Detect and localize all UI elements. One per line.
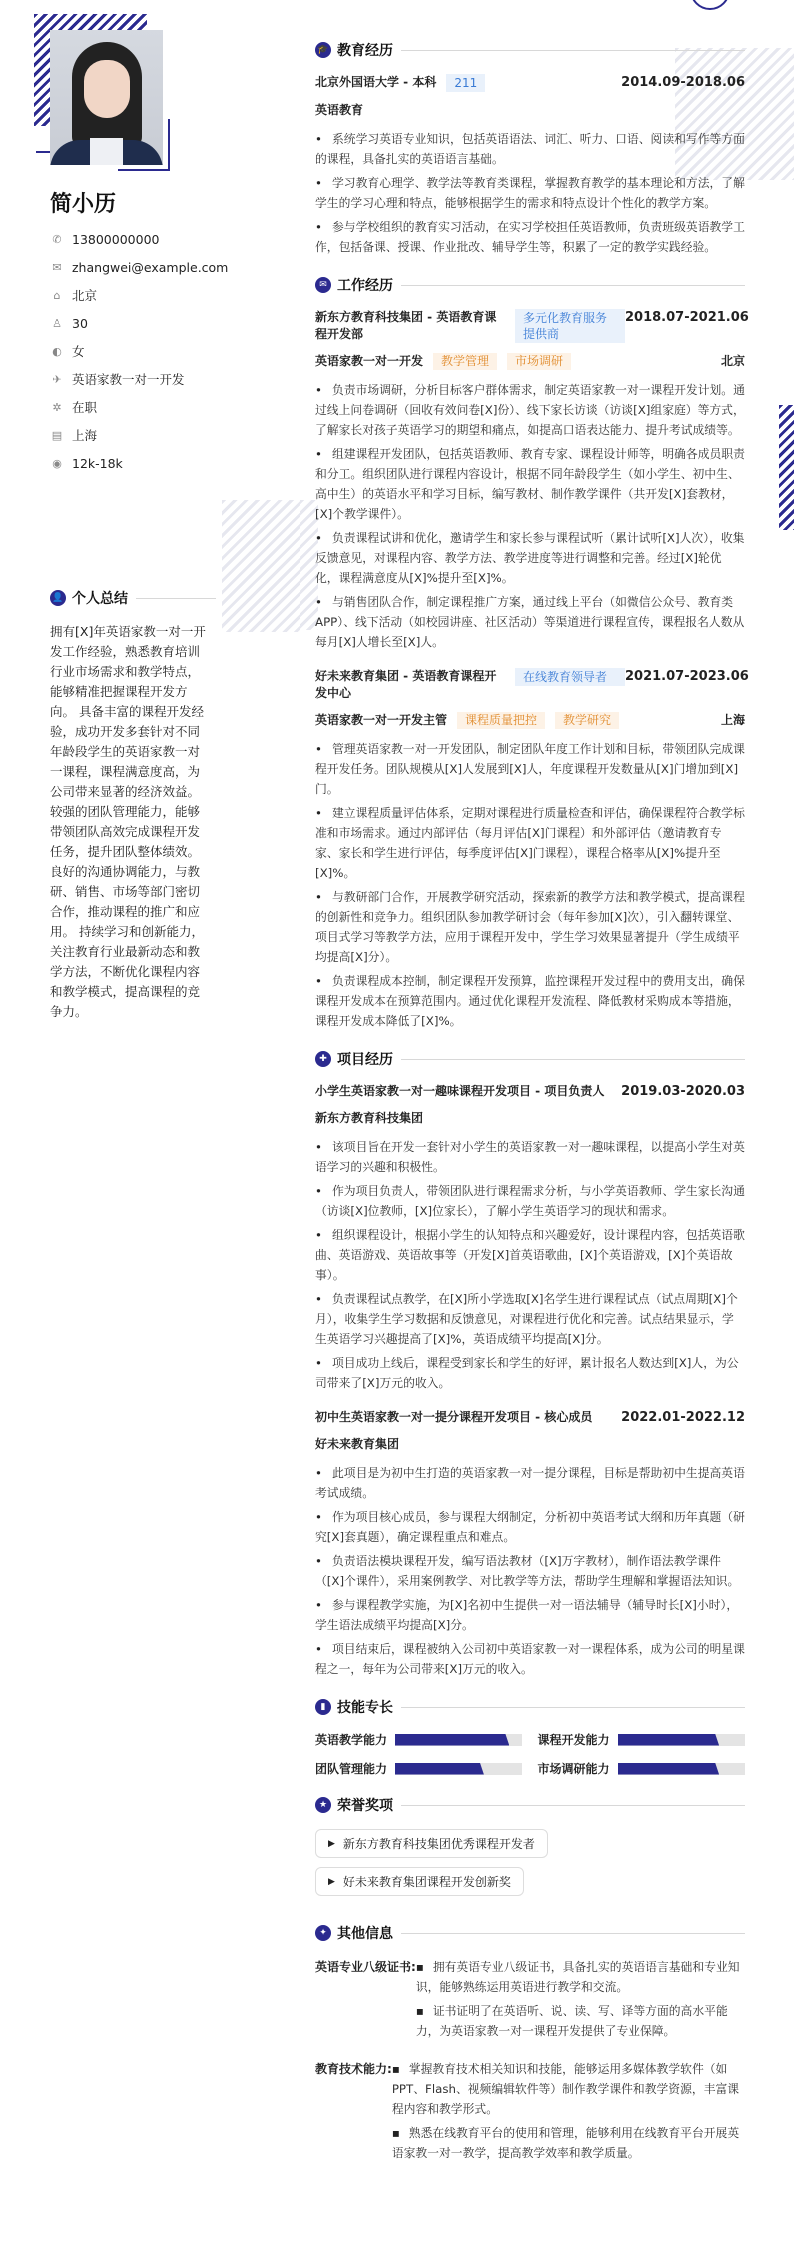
summary-heading	[50, 588, 216, 608]
skill-bar-track	[618, 1763, 745, 1775]
bullet-list	[416, 1957, 745, 2045]
contact-item	[50, 225, 228, 253]
bullet-item: • 负责课程成本控制，制定课程开发预算，监控课程开发过程中的费用支出，确保课程开发成本在预算范围内。通过优化课程开发流程、降低教材采购成本等措施，课程开发成本降低了[X]%。	[315, 971, 745, 1031]
other-key: 教育技术能力:	[315, 2062, 392, 2076]
skill-bar-track	[618, 1734, 745, 1746]
work-entry	[315, 668, 749, 1031]
bullet-item: • 项目结束后，课程被纳入公司初中英语家教一对一课程体系，成为公司的明星课程之一，每年为公司带来[X]万元的收入。	[315, 1639, 745, 1679]
project-org: 好未来教育集团	[315, 1437, 400, 1451]
contact-item	[50, 253, 228, 281]
projects-section	[315, 1049, 745, 1679]
other-heading	[315, 1923, 745, 1943]
main-content	[315, 40, 749, 2185]
bullet-item: • 组织课程设计，根据小学生的认知特点和兴趣爱好，设计课程内容，包括英语歌曲、英语游戏、英语故事等（开发[X]首英语歌曲，[X]个英语游戏，[X]个英语故事）。	[315, 1225, 745, 1285]
bullet-item: • 与教研部门合作，开展教学研究活动，探索新的教学方法和教学模式，提高课程的创新性和竞争力。组织团队参加教学研讨会（每年参加[X]次），引入翻转课堂、项目式学习等教学方法，应用于课程开发中，学生学习效果显著提升（学生成绩平均提高[X]分）。	[315, 887, 745, 967]
divider	[401, 285, 745, 286]
bullet-item: • 负责市场调研，分析目标客户群体需求，制定英语家教一对一课程开发计划。通过线上问卷调研（回收有效问卷[X]份）、线下家长访谈（访谈[X]组家庭）等方式，了解家长对孩子英语学习的期望和痛点，如提高口语表达能力、提升考试成绩等。	[315, 380, 745, 440]
bullet-list	[315, 1463, 745, 1679]
award-wrap	[315, 1867, 745, 1905]
education-heading	[315, 40, 745, 60]
contact-list	[50, 225, 228, 477]
	[315, 353, 571, 370]
projects-heading	[315, 1049, 745, 1069]
company-name: 好未来教育集团 - 英语教育课程开发中心	[315, 669, 497, 700]
bullet-item: • 管理英语家教一对一开发团队，制定团队年度工作计划和目标，带领团队完成课程开发任务。团队规模从[X]人发展到[X]人，年度课程开发数量从[X]门增加到[X]门。	[315, 739, 745, 799]
skill-bar-track	[395, 1734, 522, 1746]
skill-item	[538, 1731, 746, 1748]
other-key: 英语专业八级证书:	[315, 1960, 416, 1974]
company-name: 新东方教育科技集团 - 英语教育课程开发部	[315, 310, 497, 341]
bullet-list	[315, 1137, 745, 1393]
skill-bar-fill	[395, 1734, 509, 1746]
bullet-item: • 建立课程质量评估体系，定期对课程进行质量检查和评估，确保课程符合教学标准和市场需求。通过内部评估（每月评估[X]门课程）和外部评估（邀请教育专家、家长和学生进行评估，每季度评估[X]门课程），课程合格率从[X]%提升至[X]%。	[315, 803, 745, 883]
date-range: 2019.03-2020.03	[621, 1084, 745, 1099]
bullet-item: • 作为项目负责人，带领团队进行课程需求分析，与小学英语教师、学生家长沟通（访谈[X]位教师，[X]位家长），了解小学生英语学习的现状和需求。	[315, 1181, 745, 1221]
education-section	[315, 40, 745, 257]
skill-tag: 课程质量把控	[457, 712, 545, 729]
project-entry	[315, 1409, 745, 1679]
major-row	[315, 102, 745, 119]
decor-circle	[690, 0, 730, 10]
project-icon: ✚	[315, 1051, 331, 1067]
other-section	[315, 1923, 745, 2167]
bullet-item: • 作为项目核心成员，参与课程大纲制定，分析初中英语考试大纲和历年真题（研究[X]套真题），确定课程重点和难点。	[315, 1507, 745, 1547]
entry-header	[315, 668, 749, 702]
contact-item	[50, 393, 228, 421]
contact-item	[50, 281, 228, 309]
	[315, 74, 485, 92]
skill-name: 市场调研能力	[537, 1762, 610, 1776]
date-range: 2022.01-2022.12	[621, 1410, 745, 1425]
	[315, 309, 625, 343]
home-icon: ⌂	[53, 288, 61, 302]
divider	[401, 1059, 745, 1060]
photo-frame-line	[36, 151, 50, 153]
role-row	[315, 353, 745, 370]
skill-bar-fill	[618, 1763, 720, 1775]
section-title: 荣誉奖项	[337, 1798, 393, 1814]
info-icon: ✦	[315, 1925, 331, 1941]
major: 英语教育	[315, 103, 364, 117]
skill-tag: 市场调研	[507, 353, 571, 370]
work-heading	[315, 275, 745, 295]
phone-icon: ✆	[52, 232, 62, 246]
skill-bar-fill	[395, 1763, 484, 1775]
bullet-item: • 学习教育心理学、教学法等教育类课程，掌握教育教学的基本理论和方法，了解学生的学习心理和特点，能够根据学生的需求和特点设计个性化的教学方案。	[315, 173, 745, 213]
	[315, 712, 619, 729]
school-tag: 211	[446, 74, 485, 92]
award-name: 好未来教育集团课程开发创新奖	[342, 1875, 511, 1889]
triangle-right-icon: ▶	[328, 1876, 335, 1887]
skills-grid	[315, 1731, 745, 1777]
skill-tag: 教学研究	[555, 712, 619, 729]
contact-value: 在职	[72, 400, 98, 415]
awards-heading	[315, 1795, 745, 1815]
project-name: 初中生英语家教一对一提分课程开发项目 - 核心成员	[315, 1410, 593, 1424]
education-entry	[315, 74, 745, 257]
contact-item	[50, 365, 228, 393]
skill-name: 英语教学能力	[315, 1733, 388, 1747]
contact-value: 北京	[72, 288, 98, 303]
contact-item	[50, 309, 228, 337]
job-title: 英语家教一对一开发	[315, 354, 424, 368]
bullet-list	[315, 380, 745, 652]
bullet-item: ▪ 熟悉在线教育平台的使用和管理，能够利用在线教育平台开展英语家教一对一教学，提高教学效率和教学质量。	[392, 2123, 745, 2163]
skill-item	[315, 1760, 523, 1777]
gender-icon: ◐	[52, 344, 62, 358]
bullet-item: • 组建课程开发团队，包括英语教师、教育专家、课程设计师等，明确各成员职责和分工。组织团队进行课程内容设计，根据不同年龄段学生（如小学生、初中生、高中生）的英语水平和学习目标，编写教材、制作教学课件（共开发[X]套教材，[X]个教学课件）。	[315, 444, 745, 524]
triangle-right-icon: ▶	[328, 1838, 335, 1849]
project-org: 新东方教育科技集团	[315, 1111, 424, 1125]
date-range: 2018.07-2021.06	[625, 310, 749, 325]
role-row	[315, 712, 745, 729]
bullet-item: • 参与学校组织的教育实习活动，在实习学校担任英语教师，负责班级英语教学工作，包括备课、授课、作业批改、辅导学生等，积累了一定的教学实践经验。	[315, 217, 745, 257]
project-name: 小学生英语家教一对一趣味课程开发项目 - 项目负责人	[315, 1084, 605, 1098]
entry-header	[315, 309, 749, 343]
briefcase-icon: ✉	[315, 277, 331, 293]
bullet-item: • 此项目是为初中生打造的英语家教一对一提分课程，目标是帮助初中生提高英语考试成绩。	[315, 1463, 745, 1503]
bullet-item: • 负责语法模块课程开发，编写语法教材（[X]万字教材），制作语法教学课件（[X]个课件），采用案例教学、对比教学等方法，帮助学生理解和掌握语法知识。	[315, 1551, 745, 1591]
contact-value: 12k-18k	[72, 455, 123, 471]
summary-text: 拥有[X]年英语家教一对一开发工作经验，熟悉教育培训行业市场需求和教学特点，能够精准把握课程开发方向。 具备丰富的课程开发经验，成功开发多套针对不同年龄段学生的英语家教一对一课程，课程满意度高，为公司带来显著的经济效益。 较强的团队管理能力，能够带领团队高效完成课程开发任务，提升团队整体绩效。 良好的沟通协调能力，与教研、销售、市场等部门密切合作，推动课程的推广和应用。 持续学习和创新能力，关注教育行业最新动态和教学方法，不断优化课程内容和教学模式，提高课程的竞争力。	[50, 624, 206, 1019]
award-item	[315, 1867, 524, 1896]
bullet-list	[315, 129, 745, 257]
section-title: 项目经历	[337, 1052, 393, 1068]
bullet-item: ▪ 掌握教育技术相关知识和技能，能够运用多媒体教学软件（如PPT、Flash、视频编辑软件等）制作教学课件和教学资源，丰富课程内容和教学形式。	[392, 2059, 745, 2119]
award-icon: ★	[315, 1797, 331, 1813]
salary-icon: ◉	[52, 456, 62, 470]
skill-tag: 教学管理	[433, 353, 497, 370]
work-section	[315, 275, 749, 1031]
contact-value: 30	[72, 315, 88, 331]
skill-bar-track	[395, 1763, 522, 1775]
skill-name: 团队管理能力	[315, 1762, 388, 1776]
date-range: 2014.09-2018.06	[621, 75, 745, 90]
city-icon: ▤	[51, 428, 63, 442]
skills-section	[315, 1697, 745, 1777]
project-entry	[315, 1083, 745, 1393]
skill-item	[315, 1731, 523, 1748]
company-tag: 在线教育领导者	[515, 668, 625, 686]
award-name: 新东方教育科技集团优秀课程开发者	[342, 1837, 535, 1851]
bullet-item: • 系统学习英语专业知识，包括英语语法、词汇、听力、口语、阅读和写作等方面的课程，具备扎实的英语语言基础。	[315, 129, 745, 169]
awards-section	[315, 1795, 745, 1905]
bullet-item: • 与销售团队合作，制定课程推广方案，通过线上平台（如微信公众号、教育类APP）、线下活动（如校园讲座、社区活动）等渠道进行课程宣传，课程报名人数从每月[X]人增长至[X]人。	[315, 592, 745, 652]
job-icon: ✈	[52, 372, 62, 386]
section-title: 工作经历	[337, 278, 393, 294]
org-row	[315, 1110, 745, 1127]
contact-value: 女	[72, 344, 85, 359]
bullet-item: • 参与课程教学实施，为[X]名初中生提供一对一语法辅导（辅导时长[X]小时），学生语法成绩平均提高[X]分。	[315, 1595, 745, 1635]
user-icon: 👤	[50, 590, 66, 606]
bullet-item: • 项目成功上线后，课程受到家长和学生的好评，累计报名人数达到[X]人，为公司带来了[X]万元的收入。	[315, 1353, 745, 1393]
section-title: 教育经历	[337, 43, 393, 59]
contact-value: 上海	[72, 428, 98, 443]
bullet-item: • 该项目旨在开发一套针对小学生的英语家教一对一趣味课程，以提高小学生对英语学习的兴趣和积极性。	[315, 1137, 745, 1177]
org-row	[315, 1436, 745, 1453]
status-icon: ✲	[52, 400, 62, 414]
section-title: 其他信息	[337, 1926, 393, 1942]
email-icon: ✉	[52, 260, 62, 274]
skill-name: 课程开发能力	[537, 1733, 610, 1747]
graduation-cap-icon: 🎓	[315, 42, 331, 58]
divider	[401, 1805, 745, 1806]
decor-stripes	[222, 500, 300, 632]
contact-value: 英语家教一对一开发	[72, 372, 185, 387]
bullet-item: • 负责课程试点教学，在[X]所小学选取[X]名学生进行课程试点（试点周期[X]个月），收集学生学习数据和反馈意见，对课程进行优化和完善。试点结果显示，学生英语学习兴趣提高了[X]%，英语成绩平均提高[X]分。	[315, 1289, 745, 1349]
entry-header	[315, 74, 745, 92]
avatar	[50, 30, 163, 165]
entry-header	[315, 1409, 745, 1426]
chart-icon: ▮	[315, 1699, 331, 1715]
school-name: 北京外国语大学 - 本科	[315, 75, 437, 89]
divider	[401, 1933, 745, 1934]
other-item	[315, 2059, 745, 2167]
skill-item	[538, 1760, 746, 1777]
work-entry	[315, 309, 749, 652]
section-title: 个人总结	[72, 591, 128, 607]
skill-bar-fill	[618, 1734, 720, 1746]
age-icon: ♙	[52, 316, 62, 330]
divider	[401, 1707, 745, 1708]
candidate-name: 简小历	[50, 192, 117, 217]
bullet-list	[392, 2059, 745, 2167]
award-item	[315, 1829, 548, 1858]
bullet-item: • 负责课程试讲和优化，邀请学生和家长参与课程试听（累计试听[X]人次），收集反馈意见，对课程内容、教学方法、教学进度等进行调整和完善。经过[X]轮优化，课程满意度从[X]%提升至[X]%。	[315, 528, 745, 588]
contact-item	[50, 449, 228, 477]
bullet-item: ▪ 拥有英语专业八级证书，具备扎实的英语语言基础和专业知识，能够熟练运用英语进行教学和交流。	[416, 1957, 745, 1997]
date-range: 2021.07-2023.06	[625, 669, 749, 684]
contact-value: zhangwei@example.com	[72, 259, 229, 275]
contact-item	[50, 337, 228, 365]
skills-heading	[315, 1697, 745, 1717]
work-city: 北京	[720, 354, 745, 368]
decor-stripes	[779, 405, 794, 530]
divider	[401, 50, 745, 51]
award-wrap	[315, 1829, 745, 1867]
contact-value: 13800000000	[72, 231, 160, 247]
section-title: 技能专长	[337, 1700, 393, 1716]
job-title: 英语家教一对一开发主管	[315, 713, 448, 727]
bullet-list	[315, 739, 745, 1031]
contact-item	[50, 421, 228, 449]
bullet-item: ▪ 证书证明了在英语听、说、读、写、译等方面的高水平能力，为英语家教一对一课程开发提供了专业保障。	[416, 2001, 745, 2041]
other-item	[315, 1957, 745, 2045]
company-tag: 多元化教育服务提供商	[515, 309, 625, 343]
work-city: 上海	[720, 713, 745, 727]
entry-header	[315, 1083, 745, 1100]
	[315, 668, 625, 702]
